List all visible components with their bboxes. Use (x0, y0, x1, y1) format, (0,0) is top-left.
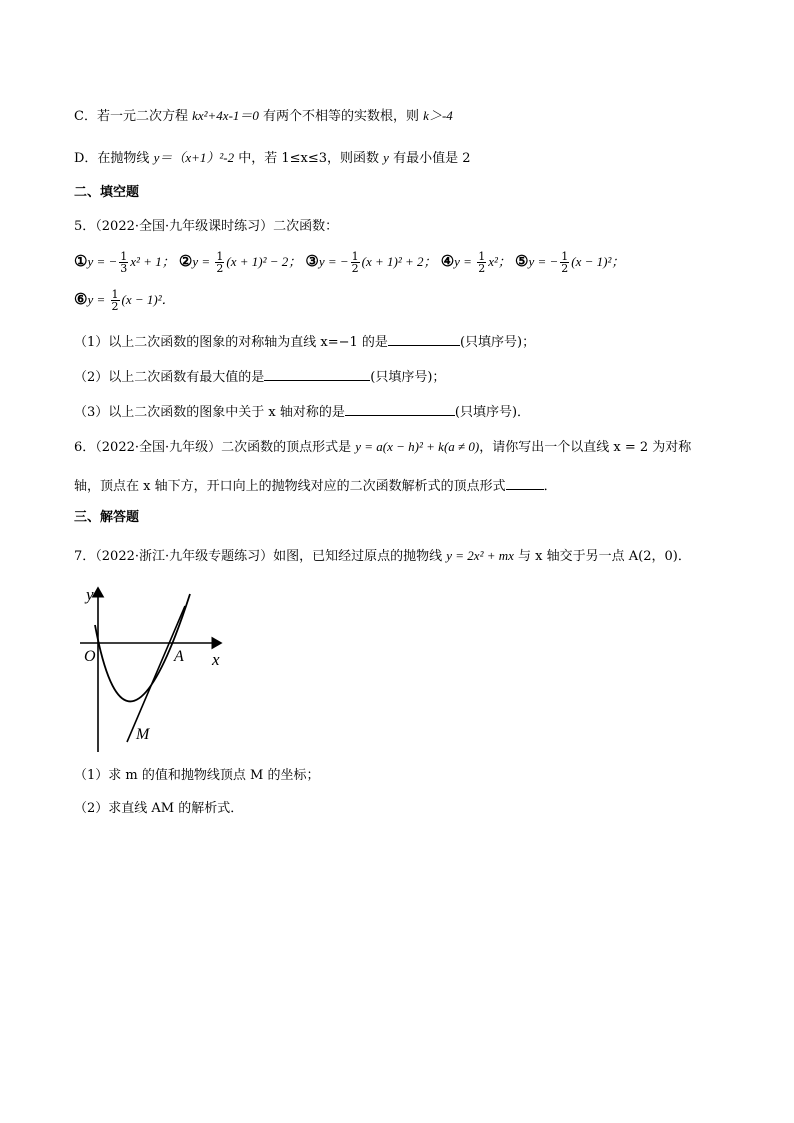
formula-2: ②y = $\frac{1}{2}$ (x + 1)² − 2； (178, 250, 302, 275)
formula-6: ⑥y = $\frac{1}{2}$ (x − 1)²． (74, 288, 175, 313)
q5-functions-row1 (74, 248, 624, 276)
answer-blank[interactable] (388, 331, 460, 346)
formula-3: ③y = − $\frac{1}{2}$ (x + 1)² + 2； (305, 250, 437, 275)
formula-1: ①y = − $\frac{1}{3}$ x² + 1； (74, 250, 175, 275)
q5-sub3: （3）以上二次函数的图象中关于 x 轴对称的是 (只填序号)． (74, 401, 530, 423)
y-axis-label: y (86, 585, 94, 604)
section-title-fill-in: 二、填空题 (74, 185, 140, 200)
option-c: C．若一元二次方程 kx²+4x-1＝0 有两个不相等的实数根，则 k＞-4 (74, 108, 453, 124)
answer-blank[interactable] (345, 401, 455, 416)
q5-header: 5．（2022·全国·九年级课时练习）二次函数： (74, 219, 339, 234)
q5-sub2: （2）以上二次函数有最大值的是 (只填序号)； (74, 366, 445, 388)
formula-4: ④y = $\frac{1}{2}$ x²； (440, 250, 511, 275)
answer-blank[interactable] (506, 475, 544, 490)
q7-line1: 7．（2022·浙江·九年级专题练习）如图，已知经过原点的抛物线 y = 2x² + mx 与 x 轴交于另一点 A(2，0)． (74, 548, 691, 564)
q6-line2: 轴，顶点在 x 轴下方，开口向上的抛物线对应的二次函数解析式的顶点形式 ． (74, 475, 557, 497)
q7-sub1: （1）求 m 的值和抛物线顶点 M 的坐标； (74, 768, 320, 783)
option-d: D．在抛物线 y＝（x+1）²-2 中，若 1≤x≤3，则函数 y 有最小值是 2 (74, 150, 471, 166)
point-a-label: A (174, 648, 184, 665)
q5-functions-row2 (74, 286, 175, 314)
answer-blank[interactable] (264, 366, 370, 381)
x-axis-label: x (212, 650, 220, 669)
section-title-solve: 三、解答题 (74, 510, 140, 525)
q5-sub1: （1）以上二次函数的图象的对称轴为直线 x=−1 的是 (只填序号)； (74, 331, 535, 353)
line-am (127, 606, 185, 742)
origin-label: O (84, 648, 96, 665)
q7-sub2: （2）求直线 AM 的解析式． (74, 801, 244, 816)
point-m-label: M (136, 726, 150, 743)
formula-5: ⑤y = − $\frac{1}{2}$ (x − 1)²； (515, 250, 625, 275)
q7-figure (78, 580, 238, 760)
q6-line1: 6．（2022·全国·九年级）二次函数的顶点形式是 y = a(x − h)² + k(a ≠ 0)，请你写出一个以直线 x = 2 为对称 (74, 439, 692, 455)
